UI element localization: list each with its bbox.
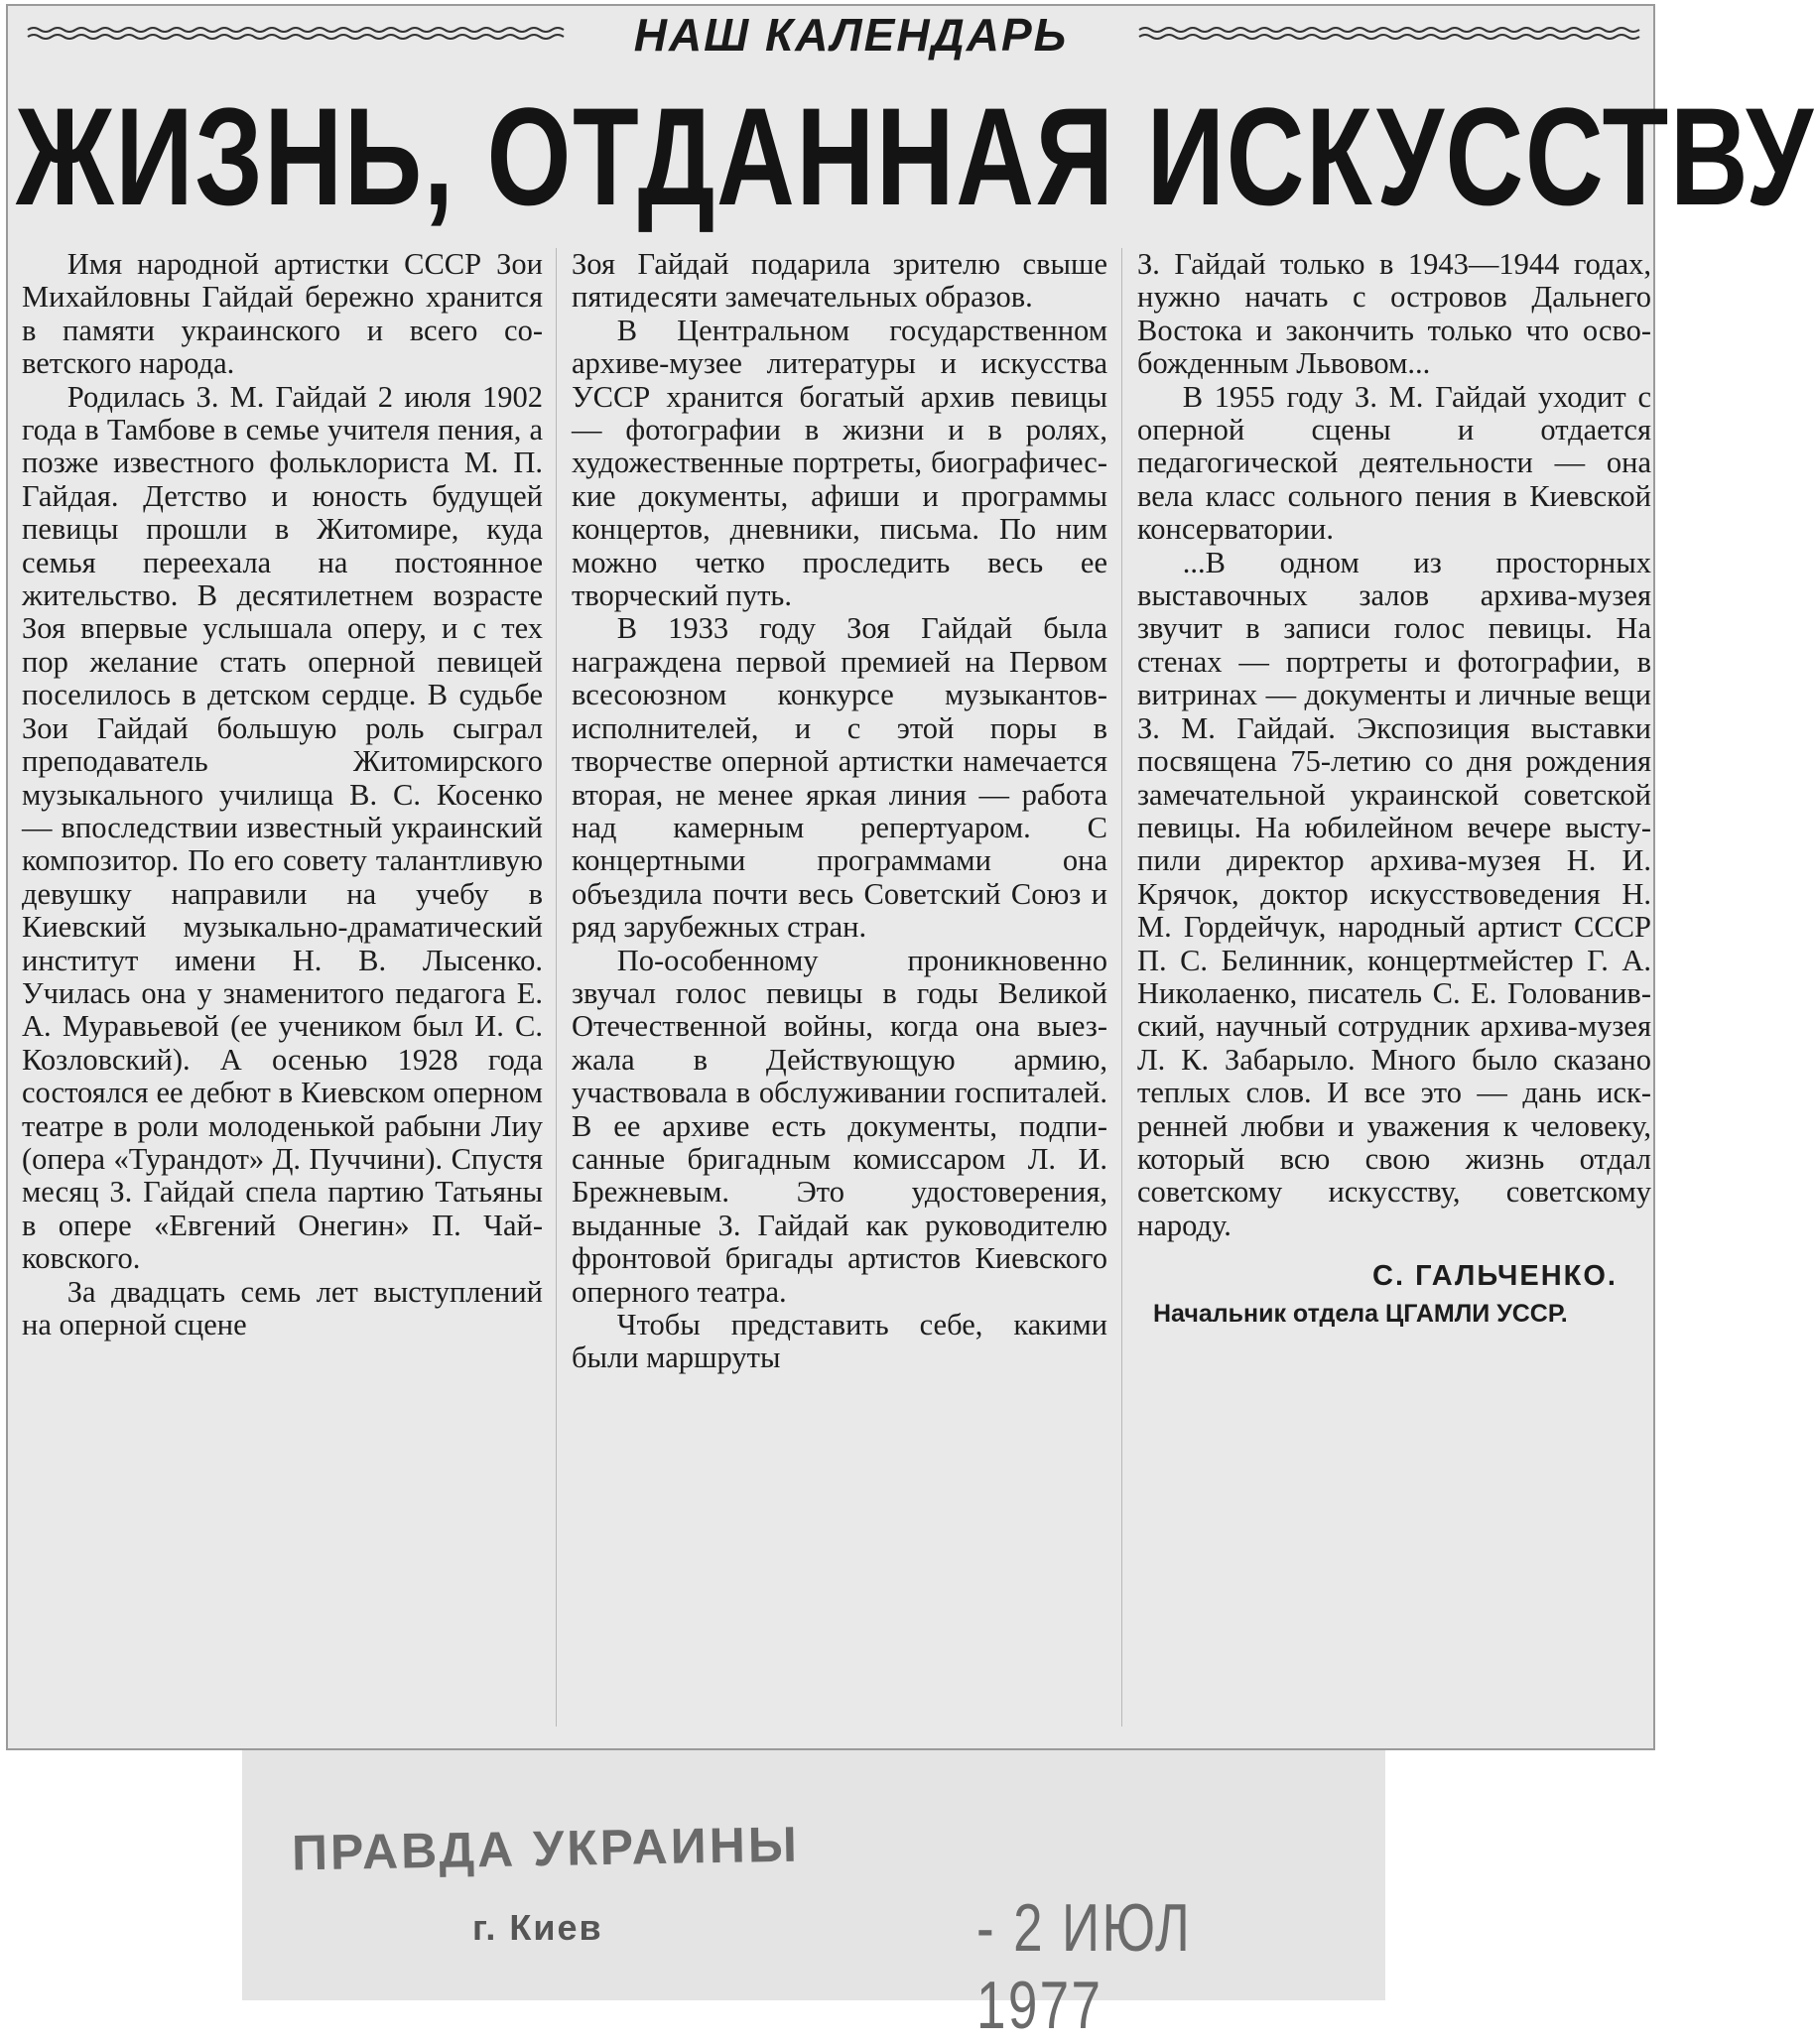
paragraph: Зоя Гайдай подарила зрителю свыше пятидесяти замечательных образов.: [572, 247, 1107, 315]
author-name: С. ГАЛЬЧЕНКО.: [1372, 1260, 1618, 1293]
rubric-title: НАШ КАЛЕНДАРЬ: [633, 9, 1069, 61]
paragraph: В 1933 году Зоя Гайдай была награждена первой премией на Первом всесоюзном конкурсе музыкантов-исполнителей, и с этой поры в творчестве оперной артистки намечается вторая, не менее яркая линия — работа над камерным репертуаром. С концертными программами она объездила почти весь Советский Союз и ряд зарубежных стран.: [572, 611, 1107, 945]
article-headline: ЖИЗНЬ, ОТДАННАЯ ИСКУССТВУ: [16, 78, 1815, 234]
paragraph: Чтобы представить себе, какими были маршруты: [572, 1308, 1107, 1375]
paragraph: З. Гайдай только в 1943—1944 годах, нужно начать с островов Дальнего Востока и закончить только что освобожденным Львовом...: [1137, 247, 1651, 381]
stamp-newspaper-name: ПРАВДА УКРАИНЫ: [291, 1816, 801, 1881]
paragraph: В Центральном государственном архиве-музее литературы и искусства УССР хранится богатый архив певицы — фотографии в жизни и в ролях, художественные портреты, биографические документы, афиши и программы концертов, дневники, письма. По ним можно четко проследить весь ее творческий путь.: [572, 313, 1107, 613]
column-divider: [1121, 248, 1122, 1726]
article-columns: [16, 248, 1649, 1736]
stamp-date: - 2 ИЮЛ 1977: [976, 1890, 1193, 2043]
wavy-rule-right: [1139, 26, 1635, 40]
column-2: [572, 248, 1107, 1375]
wavy-rule-left: [28, 26, 559, 40]
newspaper-clipping: [6, 4, 1815, 1750]
paragraph: Родилась З. М. Гайдай 2 июля 1902 года в Тамбове в семье учителя пения, а позже известного фольклориста М. П. Гайдая. Детство и юность будущей певицы прошли в Житомире, куда семья переехала на постоянное жительство. В десятилетнем возрасте Зоя впервые услышала оперу, и с тех пор желание стать оперной певицей поселилось в детском сердце. В судьбе Зои Гайдай большую роль сыграл преподаватель Житомирского музыкального училища В. С. Косенко — впоследствии известный украинский композитор. По его совету талантливую девушку направили на учебу в Киевский музыкально-драматический институт имени Н. В. Лысенко. Училась она у знаменитого педагога Е. А. Муравьевой (ее учеником был И. С. Козловский). А осенью 1928 года состоялся ее дебют в Киевском оперном театре в роли молоденькой рабыни Лиу (опера «Турандот» Д. Пуччини). Спустя месяц З. Гайдай спела партию Татьяны в опере «Евгений Онегин» П. Чайковского.: [22, 379, 543, 1276]
archive-stamp-strip: [242, 1750, 1385, 2043]
rubric-row: [28, 8, 1635, 62]
paragraph: По-особенному проникновенно звучал голос певицы в годы Великой Отечественной войны, когда она выезжала в Действующую армию, участвовала в обслуживании госпиталей. В ее архиве есть документы, подписанные бригадным комиссаром Л. И. Брежневым. Это удостоверения, выданные З. Гайдай как руководителю фронтовой бригады артистов Киевского оперного театра.: [572, 943, 1107, 1309]
column-1: [22, 248, 543, 1341]
paragraph: За двадцать семь лет выступлений на оперной сцене: [22, 1274, 543, 1341]
column-divider: [556, 248, 557, 1726]
author-role: Начальник отдела ЦГАМЛИ УССР.: [1153, 1299, 1568, 1328]
column-3: [1137, 248, 1651, 1330]
paragraph: Имя народной артистки СССР Зои Михайловны Гайдай бережно хранится в памяти украинского и всего советского народа.: [22, 247, 543, 381]
paragraph: В 1955 году З. М. Гайдай уходит с оперной сцены и отдается педагогической деятельности — она вела класс сольного пения в Киевской консерватории.: [1137, 379, 1651, 547]
stamp-city: г. Киев: [472, 1907, 603, 1948]
paragraph: ...В одном из просторных выставочных залов архива-музея звучит в записи голос певицы. На стенах — портреты и фотографии, в витринах — документы и личные вещи З. М. Гайдай. Экспозиция выставки посвящена 75-летию со дня рождения замечательной украинской советской певицы. На юбилейном вечере выступили директор архива-музея Н. И. Крячок, доктор искусствоведения Н. М. Гордейчук, народный артист СССР П. С. Белинник, концертмейстер Г. А. Николаенко, писатель С. Е. Голованивский, научный сотрудник архива-музея Л. К. Забарыло. Много было сказано теплых слов. И все это — дань искренней любви и уважения к человеку, который всю свою жизнь отдал советскому искусству, советскому народу.: [1137, 545, 1651, 1242]
